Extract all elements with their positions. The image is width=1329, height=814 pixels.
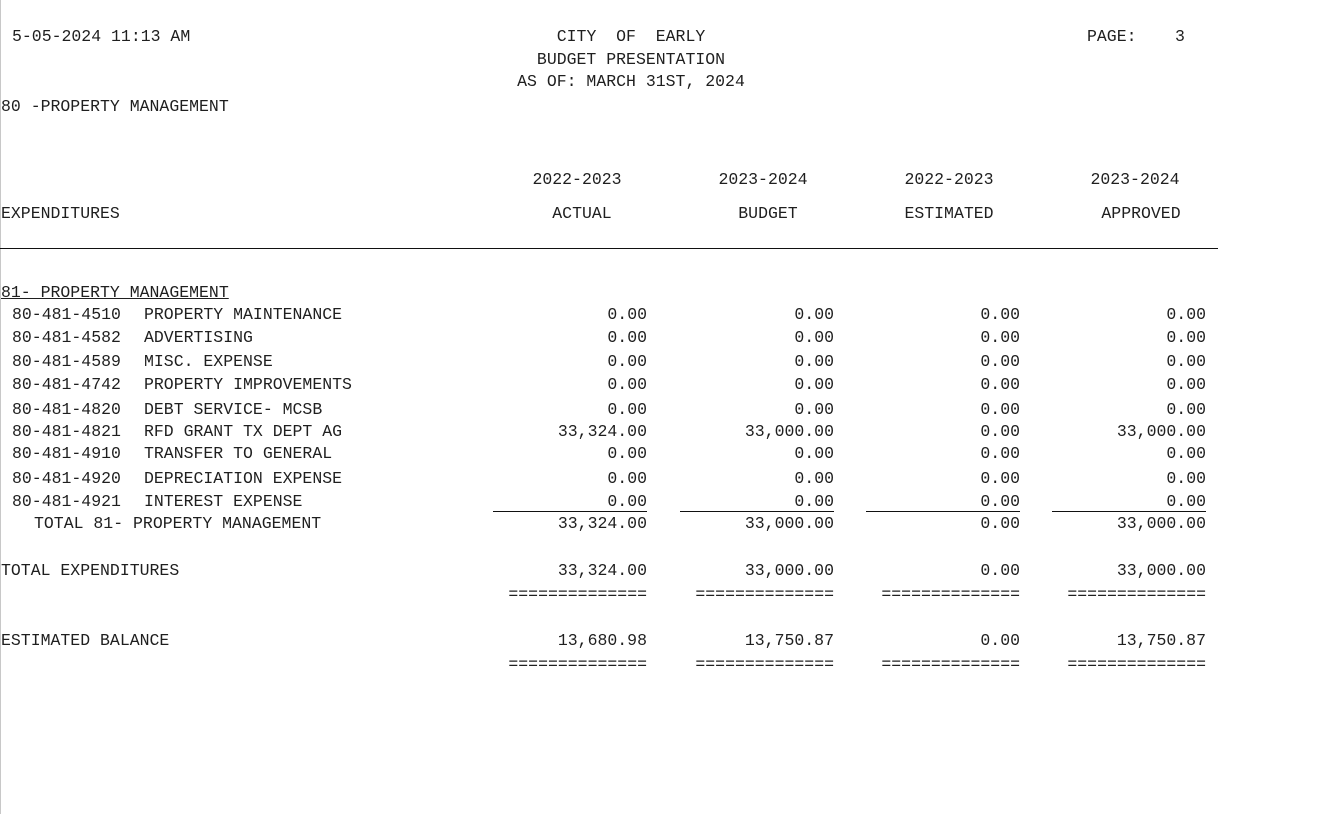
account-number: 80-481-4821 [12, 422, 121, 441]
budget-value: 33,000.00 [744, 422, 834, 441]
account-description: ADVERTISING [144, 328, 253, 347]
fund-name: 80 -PROPERTY MANAGEMENT [1, 97, 229, 116]
estimated-value: 0.00 [866, 492, 1020, 512]
estimated-value: 0.00 [980, 352, 1020, 371]
table-row [0, 444, 1329, 464]
double-rule-row [0, 655, 1329, 675]
estimated-value: 0.00 [980, 444, 1020, 463]
approved-value: 0.00 [1052, 492, 1206, 512]
actual-value: 0.00 [607, 328, 647, 347]
total-expenditures-row [0, 561, 1329, 581]
account-description: RFD GRANT TX DEPT AG [144, 422, 343, 441]
report-datetime: 5-05-2024 11:13 AM [12, 27, 191, 46]
actual-value: 0.00 [607, 352, 647, 371]
actual-value: 0.00 [493, 492, 647, 512]
header-divider [0, 248, 1218, 249]
approved-value: 0.00 [1166, 352, 1206, 371]
estimated-value: 0.00 [980, 422, 1020, 441]
budget-value: 0.00 [794, 469, 834, 488]
estimated-value: 0.00 [980, 328, 1020, 347]
estimated-balance-label: ESTIMATED BALANCE [1, 631, 170, 650]
estimated-value: 0.00 [980, 375, 1020, 394]
report-as-of-date: AS OF: MARCH 31ST, 2024 [517, 72, 745, 91]
actual-total: 33,324.00 [557, 514, 647, 533]
budget-balance: 13,750.87 [744, 631, 834, 650]
double-rule: ============== [1067, 585, 1206, 604]
column-year-estimated: 2022-2023 [904, 170, 994, 189]
account-number: 80-481-4742 [12, 375, 121, 394]
double-rule: ============== [881, 655, 1020, 674]
approved-balance: 13,750.87 [1116, 631, 1206, 650]
actual-value: 0.00 [607, 469, 647, 488]
estimated-total: 0.00 [980, 561, 1020, 580]
department-total-row [0, 514, 1329, 534]
approved-value: 33,000.00 [1116, 422, 1206, 441]
column-type-actual: ACTUAL [552, 204, 612, 223]
actual-value: 0.00 [607, 375, 647, 394]
budget-value: 0.00 [794, 305, 834, 324]
account-description: INTEREST EXPENSE [144, 492, 303, 511]
budget-value: 0.00 [794, 400, 834, 419]
approved-value: 0.00 [1166, 375, 1206, 394]
actual-value: 0.00 [607, 444, 647, 463]
double-rule: ============== [508, 585, 647, 604]
approved-value: 0.00 [1166, 444, 1206, 463]
column-type-budget: BUDGET [738, 204, 798, 223]
expenditures-heading: EXPENDITURES [1, 204, 120, 223]
actual-value: 0.00 [607, 400, 647, 419]
budget-total: 33,000.00 [744, 514, 834, 533]
account-number: 80-481-4589 [12, 352, 121, 371]
account-description: DEBT SERVICE- MCSB [144, 400, 323, 419]
column-type-estimated: ESTIMATED [904, 204, 994, 223]
estimated-total: 0.00 [980, 514, 1020, 533]
table-row [0, 375, 1329, 395]
table-row [0, 469, 1329, 489]
account-number: 80-481-4910 [12, 444, 121, 463]
approved-total: 33,000.00 [1116, 561, 1206, 580]
account-number: 80-481-4921 [12, 492, 121, 511]
budget-value: 0.00 [794, 352, 834, 371]
column-year-actual: 2022-2023 [532, 170, 622, 189]
double-rule: ============== [508, 655, 647, 674]
double-rule: ============== [881, 585, 1020, 604]
account-description: PROPERTY IMPROVEMENTS [144, 375, 352, 394]
budget-value: 0.00 [794, 444, 834, 463]
column-year-budget: 2023-2024 [718, 170, 808, 189]
double-rule: ============== [1067, 655, 1206, 674]
table-row [0, 422, 1329, 442]
page-label: PAGE: [1087, 27, 1137, 46]
budget-value: 0.00 [680, 492, 834, 512]
account-description: TRANSFER TO GENERAL [144, 444, 333, 463]
total-expenditures-label: TOTAL EXPENDITURES [1, 561, 180, 580]
report-title: BUDGET PRESENTATION [536, 50, 726, 69]
actual-value: 33,324.00 [557, 422, 647, 441]
approved-total: 33,000.00 [1116, 514, 1206, 533]
column-type-approved: APPROVED [1101, 204, 1181, 223]
account-description: PROPERTY MAINTENANCE [144, 305, 343, 324]
account-number: 80-481-4920 [12, 469, 121, 488]
budget-value: 0.00 [794, 328, 834, 347]
double-rule: ============== [695, 655, 834, 674]
account-number: 80-481-4582 [12, 328, 121, 347]
double-rule: ============== [695, 585, 834, 604]
account-description: MISC. EXPENSE [144, 352, 273, 371]
approved-value: 0.00 [1166, 400, 1206, 419]
account-number: 80-481-4510 [12, 305, 121, 324]
column-year-approved: 2023-2024 [1090, 170, 1180, 189]
table-row [0, 400, 1329, 420]
department-heading: 81- PROPERTY MANAGEMENT [1, 283, 229, 302]
table-row [0, 492, 1329, 512]
estimated-balance-row [0, 631, 1329, 651]
actual-value: 0.00 [607, 305, 647, 324]
budget-value: 0.00 [794, 375, 834, 394]
table-row [0, 352, 1329, 372]
page-number: 3 [1175, 27, 1185, 46]
approved-value: 0.00 [1166, 469, 1206, 488]
double-rule-row [0, 585, 1329, 605]
actual-balance: 13,680.98 [557, 631, 647, 650]
table-row [0, 305, 1329, 325]
account-number: 80-481-4820 [12, 400, 121, 419]
estimated-value: 0.00 [980, 305, 1020, 324]
actual-total: 33,324.00 [557, 561, 647, 580]
approved-value: 0.00 [1166, 305, 1206, 324]
approved-value: 0.00 [1166, 328, 1206, 347]
estimated-value: 0.00 [980, 469, 1020, 488]
estimated-value: 0.00 [980, 400, 1020, 419]
estimated-balance: 0.00 [980, 631, 1020, 650]
account-description: DEPRECIATION EXPENSE [144, 469, 343, 488]
department-total-label: TOTAL 81- PROPERTY MANAGEMENT [34, 514, 322, 533]
table-row [0, 328, 1329, 348]
budget-total: 33,000.00 [744, 561, 834, 580]
organization-name: CITY OF EARLY [556, 27, 706, 46]
